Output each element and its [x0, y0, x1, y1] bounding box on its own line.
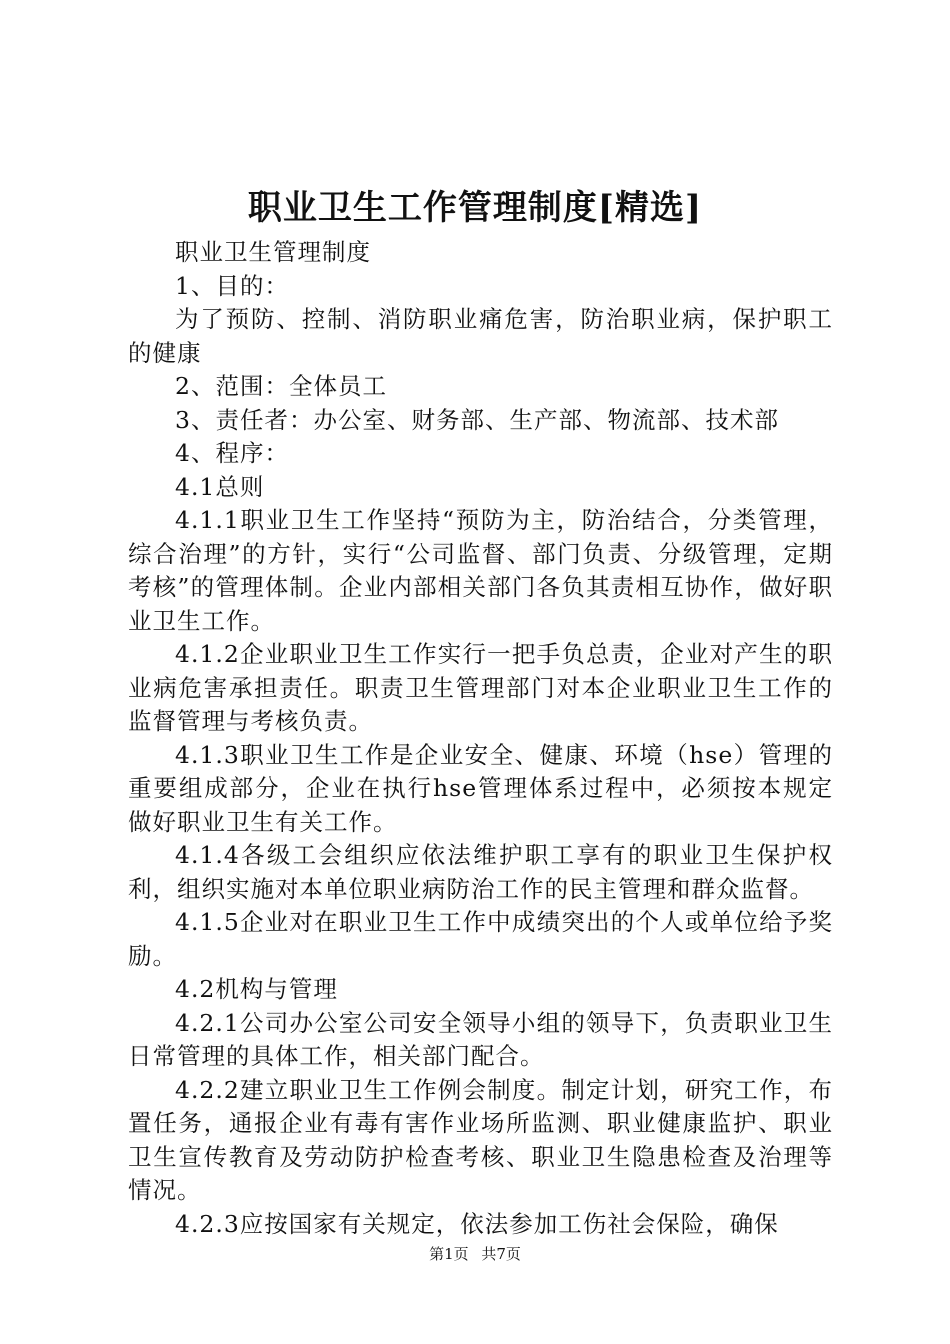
paragraph: 4.1.4各级工会组织应依法维护职工享有的职业卫生保护权利，组织实施对本单位职业病防治工作的民主管理和群众监督。 [128, 841, 833, 903]
page-total: 共7页 [481, 1245, 521, 1263]
document-body [128, 236, 833, 1241]
paragraph: 1、目的： [175, 271, 289, 300]
page-number: 第1页 [429, 1245, 469, 1263]
paragraph: 3、责任者：办公室、财务部、生产部、物流部、技术部 [175, 405, 779, 434]
paragraph: 4、程序： [175, 439, 289, 467]
paragraph: 4.1.5企业对在职业卫生工作中成绩突出的个人或单位给予奖励。 [128, 908, 833, 970]
page-footer [0, 1244, 950, 1264]
paragraph: 4.2机构与管理 [175, 975, 338, 1003]
paragraph: 职业卫生管理制度 [175, 238, 371, 266]
paragraph: 4.1.2企业职业卫生工作实行一把手负总责，企业对产生的职业病危害承担责任。职责卫生管理部门对本企业职业卫生工作的监督管理与考核负责。 [128, 640, 833, 735]
document-title: 职业卫生工作管理制度[精选] [247, 188, 703, 228]
paragraph: 4.1.3职业卫生工作是企业安全、健康、环境（hse）管理的重要组成部分，企业在执行hse管理体系过程中，必须按本规定做好职业卫生有关工作。 [128, 740, 833, 836]
paragraph: 4.2.2建立职业卫生工作例会制度。制定计划，研究工作，布置任务，通报企业有毒有害作业场所监测、职业健康监护、职业卫生宣传教育及劳动防护检查考核、职业卫生隐患检查及治理等情况。 [128, 1075, 833, 1204]
paragraph: 为了预防、控制、消防职业痛危害，防治职业病，保护职工的健康 [128, 305, 833, 367]
paragraph: 4.1.1职业卫生工作坚持“预防为主，防治结合，分类管理，综合治理”的方针，实行“公司监督、部门负责、分级管理，定期考核”的管理体制。企业内部相关部门各负其责相互协作，做好职业卫生工作。 [128, 506, 833, 635]
paragraph: 2、范围：全体员工 [175, 372, 387, 400]
paragraph: 4.1总则 [175, 472, 265, 501]
paragraph: 4.2.3应按国家有关规定，依法参加工伤社会保险，确保 [175, 1209, 779, 1238]
paragraph: 4.2.1公司办公室公司安全领导小组的领导下，负责职业卫生日常管理的具体工作，相关部门配合。 [128, 1008, 833, 1070]
